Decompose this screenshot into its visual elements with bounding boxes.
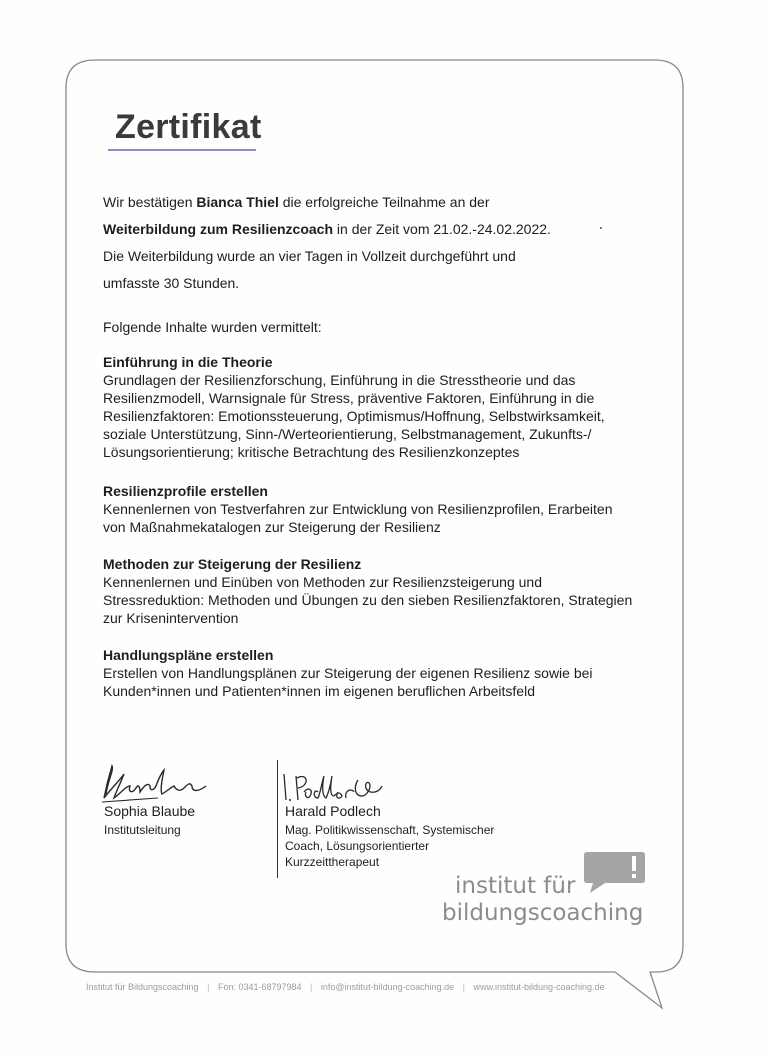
section-heading: Methoden zur Steigerung der Resilienz bbox=[103, 556, 362, 572]
course-name: Weiterbildung zum Resilienzcoach bbox=[103, 221, 334, 237]
contents-intro: Folgende Inhalte wurden vermittelt: bbox=[103, 319, 322, 335]
certificate-title: Zertifikat bbox=[115, 108, 262, 146]
section-heading: Resilienzprofile erstellen bbox=[103, 483, 268, 499]
footer-org: Institut für Bildungscoaching bbox=[86, 982, 199, 992]
course-dates: in der Zeit vom 21.02.-24.02.2022. bbox=[333, 221, 551, 237]
intro-text: die erfolgreiche Teilnahme an der bbox=[278, 194, 490, 210]
title-underline bbox=[108, 149, 256, 151]
signer-right-role bbox=[285, 822, 494, 870]
signer-left-role: Institutsleitung bbox=[104, 823, 181, 837]
signature-blaube bbox=[100, 762, 210, 804]
footer-separator: | bbox=[207, 982, 210, 992]
footer-separator: | bbox=[310, 982, 313, 992]
speech-bubble-logo-icon bbox=[584, 852, 645, 893]
section-methods bbox=[103, 555, 643, 627]
footer-separator: | bbox=[462, 982, 465, 992]
section-heading: Einführung in die Theorie bbox=[103, 354, 273, 370]
section-line: zur Krisenintervention bbox=[103, 610, 239, 626]
section-line: Erstellen von Handlungsplänen zur Steigerung der eigenen Resilienz sowie bei bbox=[103, 665, 593, 681]
section-line: Kennenlernen und Einüben von Methoden zur Resilienzsteigerung und bbox=[103, 574, 542, 590]
section-line: Resilienzmodell, Warnsignale für Stress, präventive Faktoren, Einführung in die bbox=[103, 390, 595, 406]
footer bbox=[86, 982, 611, 992]
role-line: Coach, Lösungsorientierter bbox=[285, 839, 430, 853]
section-theory bbox=[103, 353, 643, 461]
signer-left-name: Sophia Blaube bbox=[104, 803, 196, 819]
section-line: Grundlagen der Resilienzforschung, Einführung in die Stresstheorie und das bbox=[103, 372, 576, 388]
section-line: soziale Unterstützung, Sinn-/Werteorientierung, Selbstmanagement, Zukunfts-/ bbox=[103, 426, 592, 442]
section-line: Kennenlernen von Testverfahren zur Entwicklung von Resilienzprofilen, Erarbeiten bbox=[103, 501, 613, 517]
logo-line-1: institut für bbox=[455, 873, 576, 899]
signature-divider bbox=[277, 760, 278, 878]
intro-line-1 bbox=[103, 193, 490, 211]
footer-email: info@institut-bildung-coaching.de bbox=[320, 982, 455, 992]
section-profiles bbox=[103, 482, 643, 536]
intro-text: Wir bestätigen bbox=[103, 194, 197, 210]
footer-web: www.institut-bildung-coaching.de bbox=[473, 982, 605, 992]
section-line: Stressreduktion: Methoden und Übungen zu den sieben Resilienzfaktoren, Strategien bbox=[103, 592, 633, 608]
speck-mark bbox=[600, 227, 602, 229]
role-line: Mag. Politikwissenschaft, Systemischer bbox=[285, 823, 495, 837]
section-heading: Handlungspläne erstellen bbox=[103, 647, 274, 663]
logo-line-2: bildungscoaching bbox=[442, 900, 644, 926]
section-line: Resilienzfaktoren: Emotionssteuerung, Optimismus/Hoffnung, Selbstwirksamkeit, bbox=[103, 408, 605, 424]
role-line: Kurzzeittherapeut bbox=[285, 855, 380, 869]
intro-line-4: umfasste 30 Stunden. bbox=[103, 275, 240, 291]
section-action-plans bbox=[103, 646, 643, 700]
intro-line-3: Die Weiterbildung wurde an vier Tagen in Vollzeit durchgeführt und bbox=[103, 248, 516, 264]
section-line: Lösungsorientierung; kritische Betrachtung des Resilienzkonzeptes bbox=[103, 444, 520, 460]
footer-phone: Fon: 0341-68797984 bbox=[217, 982, 302, 992]
participant-name: Bianca Thiel bbox=[196, 194, 279, 210]
intro-line-2 bbox=[103, 220, 551, 238]
signer-right-name: Harald Podlech bbox=[285, 803, 381, 819]
section-line: von Maßnahmekatalogen zur Steigerung der Resilienz bbox=[103, 519, 441, 535]
section-line: Kunden*innen und Patienten*innen im eigenen beruflichen Arbeitsfeld bbox=[103, 683, 535, 699]
